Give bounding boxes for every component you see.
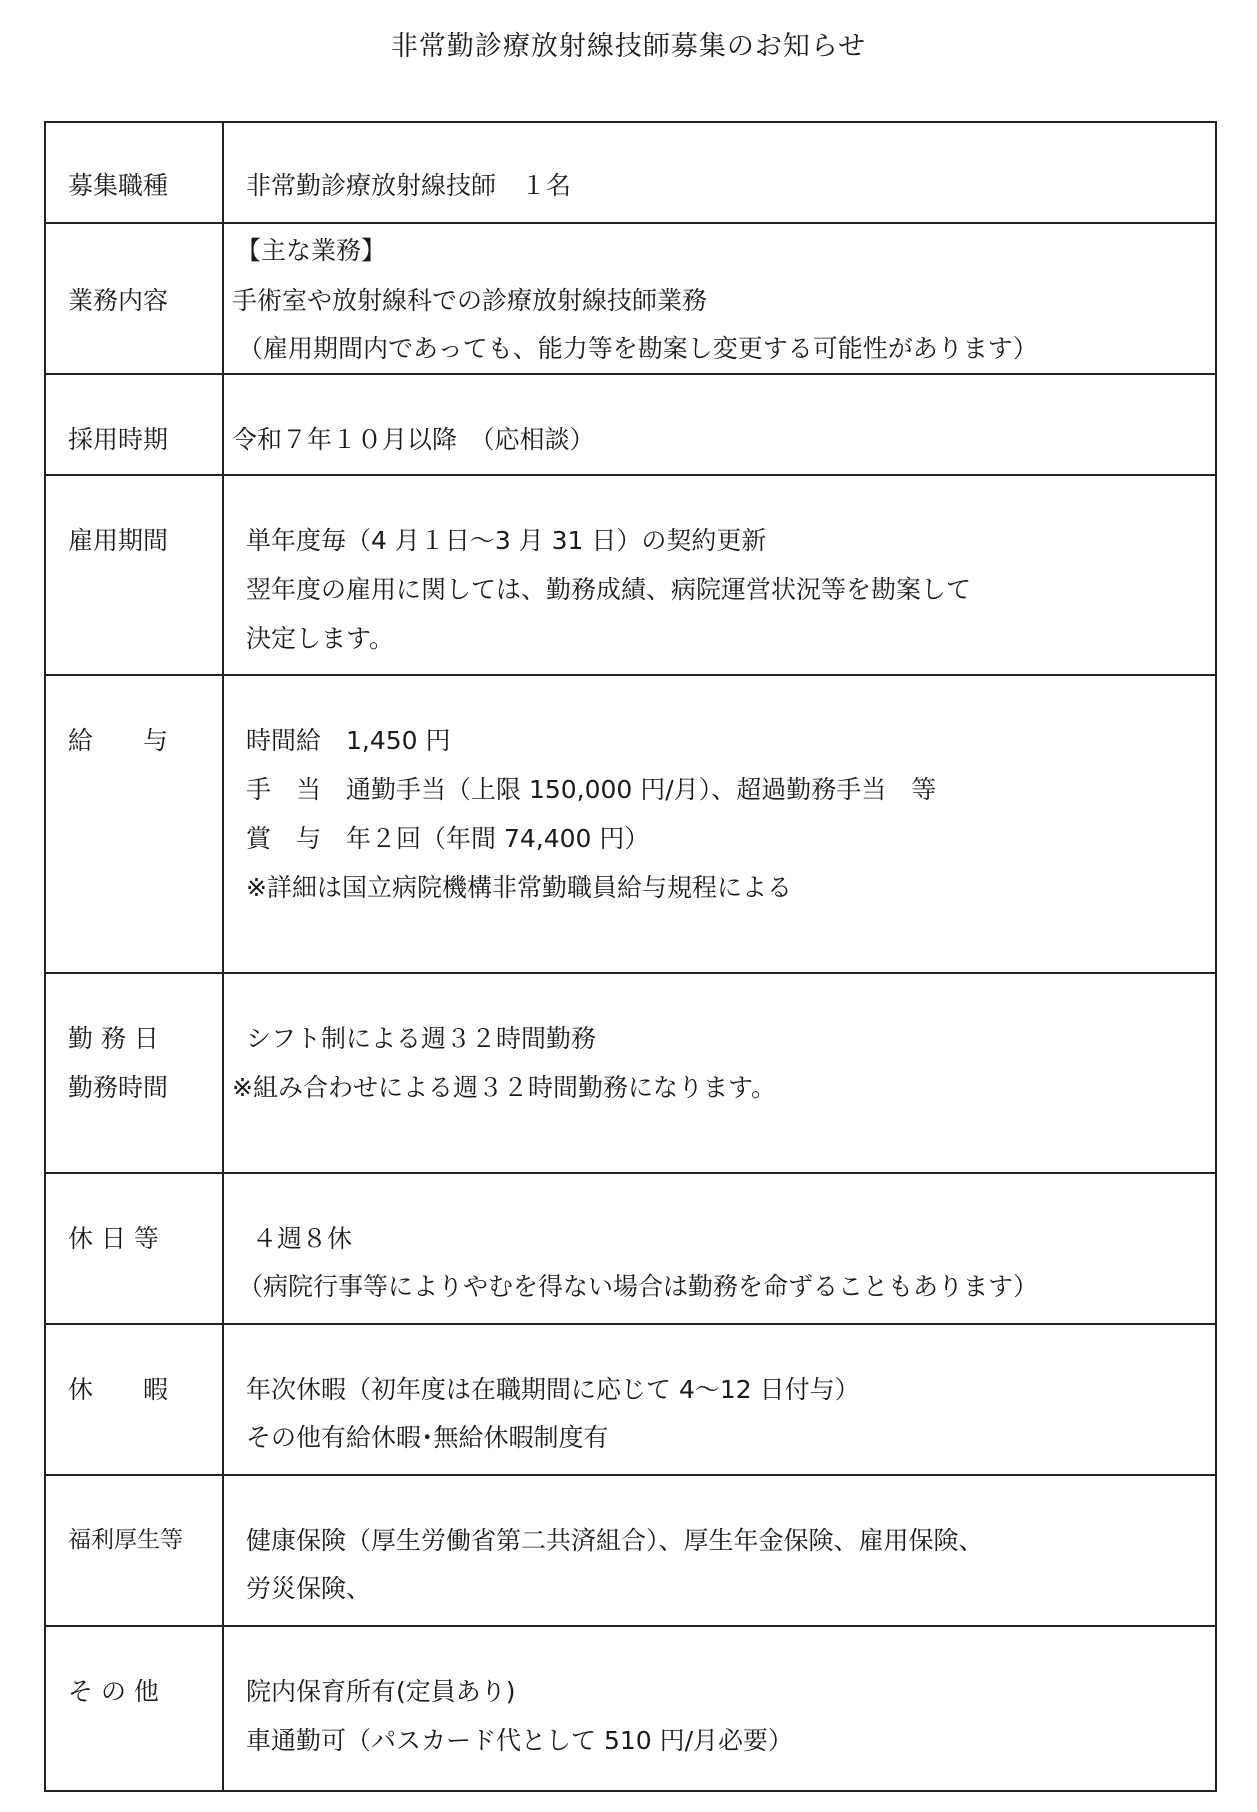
table-row-other (45, 1626, 1216, 1791)
content-line: シフト制による週３２時間勤務 (246, 1024, 597, 1053)
row-label: 休 日 等 (68, 1224, 159, 1253)
row-label-cell (45, 1173, 223, 1324)
row-label-cell (45, 223, 223, 374)
content-line: 労災保険、 (246, 1574, 372, 1603)
page-title: 非常勤診療放射線技師募集のお知らせ (390, 31, 867, 62)
row-label-cell (45, 475, 223, 675)
content-line: 時間給 1,450 円 (246, 726, 451, 755)
row-label-cell (45, 1324, 223, 1475)
content-line: ※組み合わせによる週３２時間勤務になります。 (232, 1073, 776, 1102)
row-label: 採用時期 (68, 425, 169, 454)
table-row-leave (45, 1324, 1216, 1475)
content-line: 手 当 通勤手当（上限 150,000 円/月）、超過勤務手当 等 (246, 775, 937, 804)
table-row-salary (45, 675, 1216, 973)
table-row-start-date (45, 374, 1216, 475)
row-content-cell (223, 1324, 1216, 1475)
table-row-work-hours (45, 973, 1216, 1173)
table-row-welfare (45, 1475, 1216, 1626)
row-label-cell (45, 675, 223, 973)
content-line: ４週８休 (252, 1224, 353, 1253)
content-line: 年次休暇（初年度は在職期間に応じて 4～12 日付与） (246, 1375, 860, 1404)
content-line: 手術室や放射線科での診療放射線技師業務 (232, 286, 708, 315)
row-label: 勤 務 日 (68, 1024, 159, 1053)
row-label-cell (45, 973, 223, 1173)
content-line: 令和７年１０月以降 （応相談） (232, 425, 595, 454)
content-line: 非常勤診療放射線技師 １名 (246, 171, 572, 200)
content-line: 車通勤可（パスカード代として 510 円/月必要） (246, 1726, 794, 1755)
content-line: 翌年度の雇用に関しては、勤務成績、病院運営状況等を勘案して (246, 575, 972, 604)
content-line: 【主な業務】 (236, 236, 387, 265)
row-label-cell (45, 374, 223, 475)
row-label-cell (45, 1475, 223, 1626)
row-label: そ の 他 (68, 1677, 159, 1706)
content-line: （雇用期間内であっても、能力等を勘案し変更する可能性があります） (238, 334, 1038, 363)
row-content-cell (223, 122, 1216, 223)
recruitment-info-table (44, 121, 1217, 1792)
table-row-job-type (45, 122, 1216, 223)
row-label: 業務内容 (68, 286, 169, 315)
row-content-cell (223, 223, 1216, 374)
row-content-cell (223, 973, 1216, 1173)
content-line: 決定します。 (246, 624, 395, 653)
content-line: 賞 与 年２回（年間 74,400 円） (246, 824, 650, 853)
row-content-cell (223, 1475, 1216, 1626)
row-label-cell (45, 122, 223, 223)
content-line: 健康保険（厚生労働省第二共済組合）、厚生年金保険、雇用保険、 (246, 1526, 984, 1555)
row-label-cell (45, 1626, 223, 1791)
content-line: 院内保育所有(定員あり) (246, 1677, 516, 1706)
table-row-holidays (45, 1173, 1216, 1324)
row-label: 給 与 (68, 726, 169, 755)
row-label: 雇用期間 (68, 526, 169, 555)
row-content-cell (223, 1626, 1216, 1791)
content-line: ※詳細は国立病院機構非常勤職員給与規程による (246, 873, 792, 902)
row-content-cell (223, 1173, 1216, 1324)
row-label: 募集職種 (68, 171, 169, 200)
table-row-employment-period (45, 475, 1216, 675)
row-label: 休 暇 (68, 1375, 169, 1404)
content-line: その他有給休暇･無給休暇制度有 (246, 1423, 609, 1452)
row-content-cell (223, 475, 1216, 675)
row-label: 勤務時間 (68, 1073, 169, 1102)
row-label: 福利厚生等 (68, 1527, 183, 1553)
row-content-cell (223, 675, 1216, 973)
table-row-duties (45, 223, 1216, 374)
row-content-cell (223, 374, 1216, 475)
content-line: 単年度毎（4 月１日～3 月 31 日）の契約更新 (246, 526, 767, 555)
content-line: （病院行事等によりやむを得ない場合は勤務を命ずることもあります） (238, 1272, 1039, 1301)
